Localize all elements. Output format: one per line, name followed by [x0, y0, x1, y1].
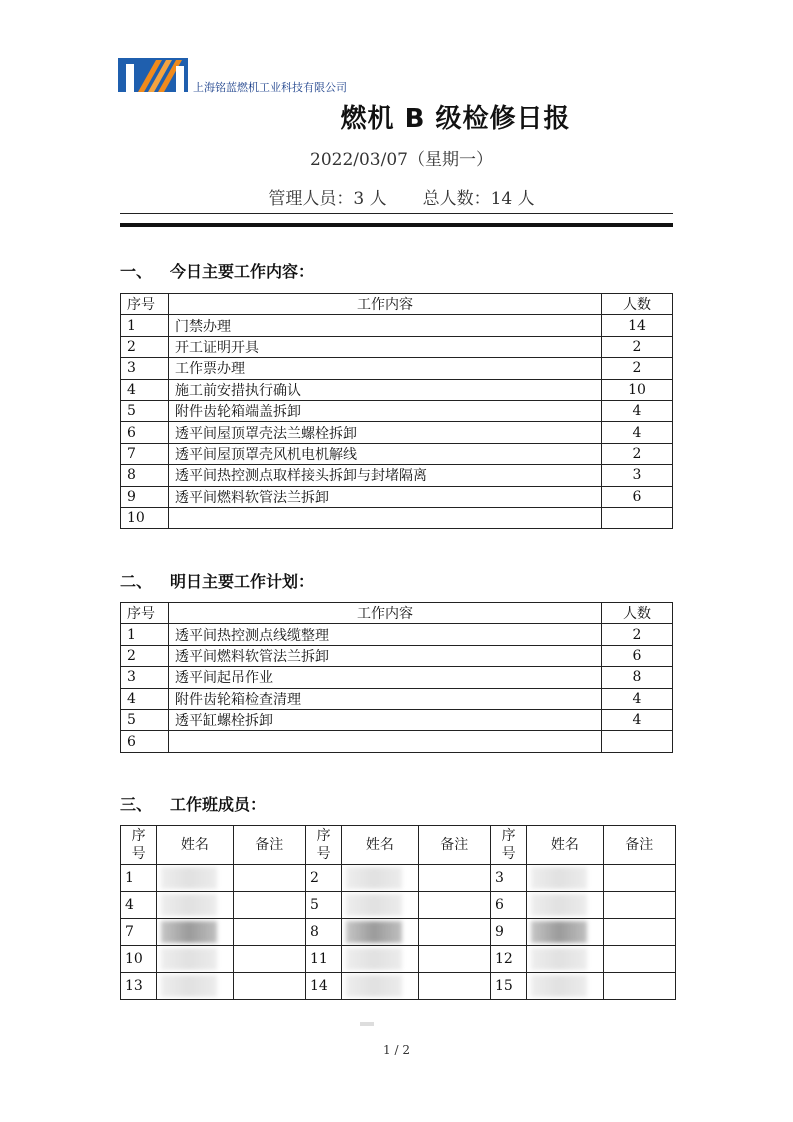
- table-row: [121, 400, 673, 421]
- table-row: [121, 465, 673, 486]
- row-number: 2: [121, 336, 169, 357]
- member-note: [603, 892, 675, 919]
- member-number: 3: [490, 865, 526, 892]
- member-note: [418, 946, 490, 973]
- header-divider-thin: [120, 213, 673, 214]
- worker-count: 3: [602, 465, 673, 486]
- member-number: 14: [305, 973, 341, 1000]
- table-row: [121, 709, 673, 730]
- worker-count: 6: [602, 486, 673, 507]
- member-note: [603, 865, 675, 892]
- redaction-blur: [161, 894, 217, 916]
- table-row: [121, 443, 673, 464]
- column-header-name: 姓名: [527, 826, 603, 865]
- row-number: 4: [121, 379, 169, 400]
- header-divider-thick: [120, 223, 673, 227]
- member-number: 15: [490, 973, 526, 1000]
- worker-count: 4: [602, 688, 673, 709]
- member-note: [418, 919, 490, 946]
- work-content: 透平间起吊作业: [169, 667, 602, 688]
- work-content: 透平间热控测点线缆整理: [169, 624, 602, 645]
- member-number: 11: [305, 946, 341, 973]
- section-title: 工作班成员：: [170, 795, 267, 814]
- work-content: 透平间燃料软管法兰拆卸: [169, 486, 602, 507]
- redaction-blur: [161, 867, 217, 889]
- row-number: 9: [121, 486, 169, 507]
- work-content: [169, 507, 602, 528]
- column-header-number: 序 号: [305, 826, 341, 865]
- work-content: 工作票办理: [169, 358, 602, 379]
- column-header: 人数: [602, 294, 673, 315]
- column-header: 工作内容: [169, 603, 602, 624]
- company-name: 上海铭蓝燃机工业科技有限公司: [193, 81, 347, 94]
- column-header-note: 备注: [603, 826, 675, 865]
- redaction-blur: [346, 867, 402, 889]
- column-header-number: 序 号: [490, 826, 526, 865]
- table-header-row: [121, 603, 673, 624]
- row-number: 5: [121, 709, 169, 730]
- section-number: 三、: [120, 795, 153, 814]
- redaction-blur: [346, 921, 402, 943]
- table-row: [121, 973, 676, 1000]
- worker-count: 8: [602, 667, 673, 688]
- member-name-redacted: [527, 919, 603, 946]
- table-row: [121, 865, 676, 892]
- column-header: 人数: [602, 603, 673, 624]
- member-note: [233, 973, 305, 1000]
- page-title: 燃机 B 级检修日报: [340, 104, 571, 134]
- worker-count: [602, 507, 673, 528]
- member-note: [418, 892, 490, 919]
- member-name-redacted: [342, 919, 418, 946]
- member-name-redacted: [157, 973, 233, 1000]
- row-number: 3: [121, 358, 169, 379]
- today-work-table: [120, 293, 673, 529]
- row-number: 8: [121, 465, 169, 486]
- worker-count: 2: [602, 624, 673, 645]
- table-row: [121, 919, 676, 946]
- member-name-redacted: [527, 865, 603, 892]
- redaction-blur: [531, 975, 587, 997]
- member-note: [233, 865, 305, 892]
- redaction-blur: [531, 867, 587, 889]
- redaction-blur: [161, 948, 217, 970]
- column-header: 序号: [121, 603, 169, 624]
- table-row: [121, 624, 673, 645]
- worker-count: 14: [602, 315, 673, 336]
- table-row: [121, 731, 673, 752]
- member-number: 13: [121, 973, 157, 1000]
- member-note: [233, 919, 305, 946]
- member-note: [418, 865, 490, 892]
- worker-count: 4: [602, 422, 673, 443]
- table-row: [121, 892, 676, 919]
- section-title: 今日主要工作内容：: [170, 262, 315, 281]
- column-header-note: 备注: [418, 826, 490, 865]
- column-header: 工作内容: [169, 294, 602, 315]
- table-row: [121, 422, 673, 443]
- work-content: 透平间屋顶罩壳风机电机解线: [169, 443, 602, 464]
- member-name-redacted: [342, 946, 418, 973]
- redaction-blur: [346, 975, 402, 997]
- worker-count: 6: [602, 645, 673, 666]
- table-row: [121, 486, 673, 507]
- column-header: 序号: [121, 294, 169, 315]
- member-note: [418, 973, 490, 1000]
- redaction-blur: [531, 921, 587, 943]
- column-header-name: 姓名: [342, 826, 418, 865]
- table-row: [121, 315, 673, 336]
- member-number: 4: [121, 892, 157, 919]
- section-title: 明日主要工作计划：: [170, 572, 315, 591]
- member-note: [603, 946, 675, 973]
- section-tomorrow-heading: [120, 569, 314, 592]
- section-number: 二、: [120, 572, 153, 591]
- row-number: 4: [121, 688, 169, 709]
- member-number: 12: [490, 946, 526, 973]
- work-content: 附件齿轮箱端盖拆卸: [169, 400, 602, 421]
- member-note: [233, 892, 305, 919]
- work-content: 施工前安措执行确认: [169, 379, 602, 400]
- table-header-row: [121, 294, 673, 315]
- scan-mark: [360, 1022, 374, 1026]
- member-number: 6: [490, 892, 526, 919]
- redaction-blur: [531, 894, 587, 916]
- member-note: [603, 973, 675, 1000]
- table-row: [121, 667, 673, 688]
- member-number: 9: [490, 919, 526, 946]
- work-content: [169, 731, 602, 752]
- staff-summary: [0, 184, 793, 209]
- section-today-heading: [120, 259, 314, 282]
- redaction-blur: [346, 948, 402, 970]
- redaction-blur: [161, 921, 217, 943]
- member-name-redacted: [157, 865, 233, 892]
- company-logo-icon: [118, 54, 190, 92]
- row-number: 1: [121, 624, 169, 645]
- section-number: 一、: [120, 262, 153, 281]
- member-name-redacted: [157, 946, 233, 973]
- work-content: 门禁办理: [169, 315, 602, 336]
- total-count: 总人数：14 人: [422, 189, 535, 209]
- worker-count: 2: [602, 336, 673, 357]
- row-number: 5: [121, 400, 169, 421]
- report-date: 2022/03/07（星期一）: [310, 150, 493, 170]
- member-number: 8: [305, 919, 341, 946]
- tomorrow-plan-table: [120, 602, 673, 753]
- column-header-number: 序 号: [121, 826, 157, 865]
- redaction-blur: [346, 894, 402, 916]
- member-name-redacted: [342, 865, 418, 892]
- table-row: [121, 688, 673, 709]
- work-content: 开工证明开具: [169, 336, 602, 357]
- work-content: 透平间燃料软管法兰拆卸: [169, 645, 602, 666]
- table-row: [121, 946, 676, 973]
- member-name-redacted: [157, 892, 233, 919]
- column-header-name: 姓名: [157, 826, 233, 865]
- member-number: 10: [121, 946, 157, 973]
- table-row: [121, 645, 673, 666]
- work-content: 透平间热控测点取样接头拆卸与封堵隔离: [169, 465, 602, 486]
- table-row: [121, 358, 673, 379]
- section-members-heading: [120, 792, 266, 815]
- member-name-redacted: [527, 973, 603, 1000]
- member-name-redacted: [527, 892, 603, 919]
- table-header-row: [121, 826, 676, 865]
- member-name-redacted: [157, 919, 233, 946]
- member-number: 2: [305, 865, 341, 892]
- manager-count: 管理人员：3 人: [268, 189, 387, 209]
- member-number: 5: [305, 892, 341, 919]
- member-name-redacted: [342, 892, 418, 919]
- row-number: 7: [121, 443, 169, 464]
- work-content: 透平缸螺栓拆卸: [169, 709, 602, 730]
- row-number: 10: [121, 507, 169, 528]
- table-row: [121, 379, 673, 400]
- worker-count: 4: [602, 709, 673, 730]
- member-number: 7: [121, 919, 157, 946]
- redaction-blur: [531, 948, 587, 970]
- redaction-blur: [161, 975, 217, 997]
- member-note: [603, 919, 675, 946]
- work-content: 透平间屋顶罩壳法兰螺栓拆卸: [169, 422, 602, 443]
- worker-count: 10: [602, 379, 673, 400]
- row-number: 1: [121, 315, 169, 336]
- table-row: [121, 507, 673, 528]
- worker-count: [602, 731, 673, 752]
- team-members-table: [120, 825, 676, 1000]
- row-number: 6: [121, 422, 169, 443]
- member-name-redacted: [342, 973, 418, 1000]
- worker-count: 4: [602, 400, 673, 421]
- row-number: 3: [121, 667, 169, 688]
- row-number: 2: [121, 645, 169, 666]
- worker-count: 2: [602, 443, 673, 464]
- worker-count: 2: [602, 358, 673, 379]
- member-name-redacted: [527, 946, 603, 973]
- member-note: [233, 946, 305, 973]
- page-number: 1 / 2: [383, 1043, 410, 1057]
- work-content: 附件齿轮箱检查清理: [169, 688, 602, 709]
- member-number: 1: [121, 865, 157, 892]
- row-number: 6: [121, 731, 169, 752]
- column-header-note: 备注: [233, 826, 305, 865]
- table-row: [121, 336, 673, 357]
